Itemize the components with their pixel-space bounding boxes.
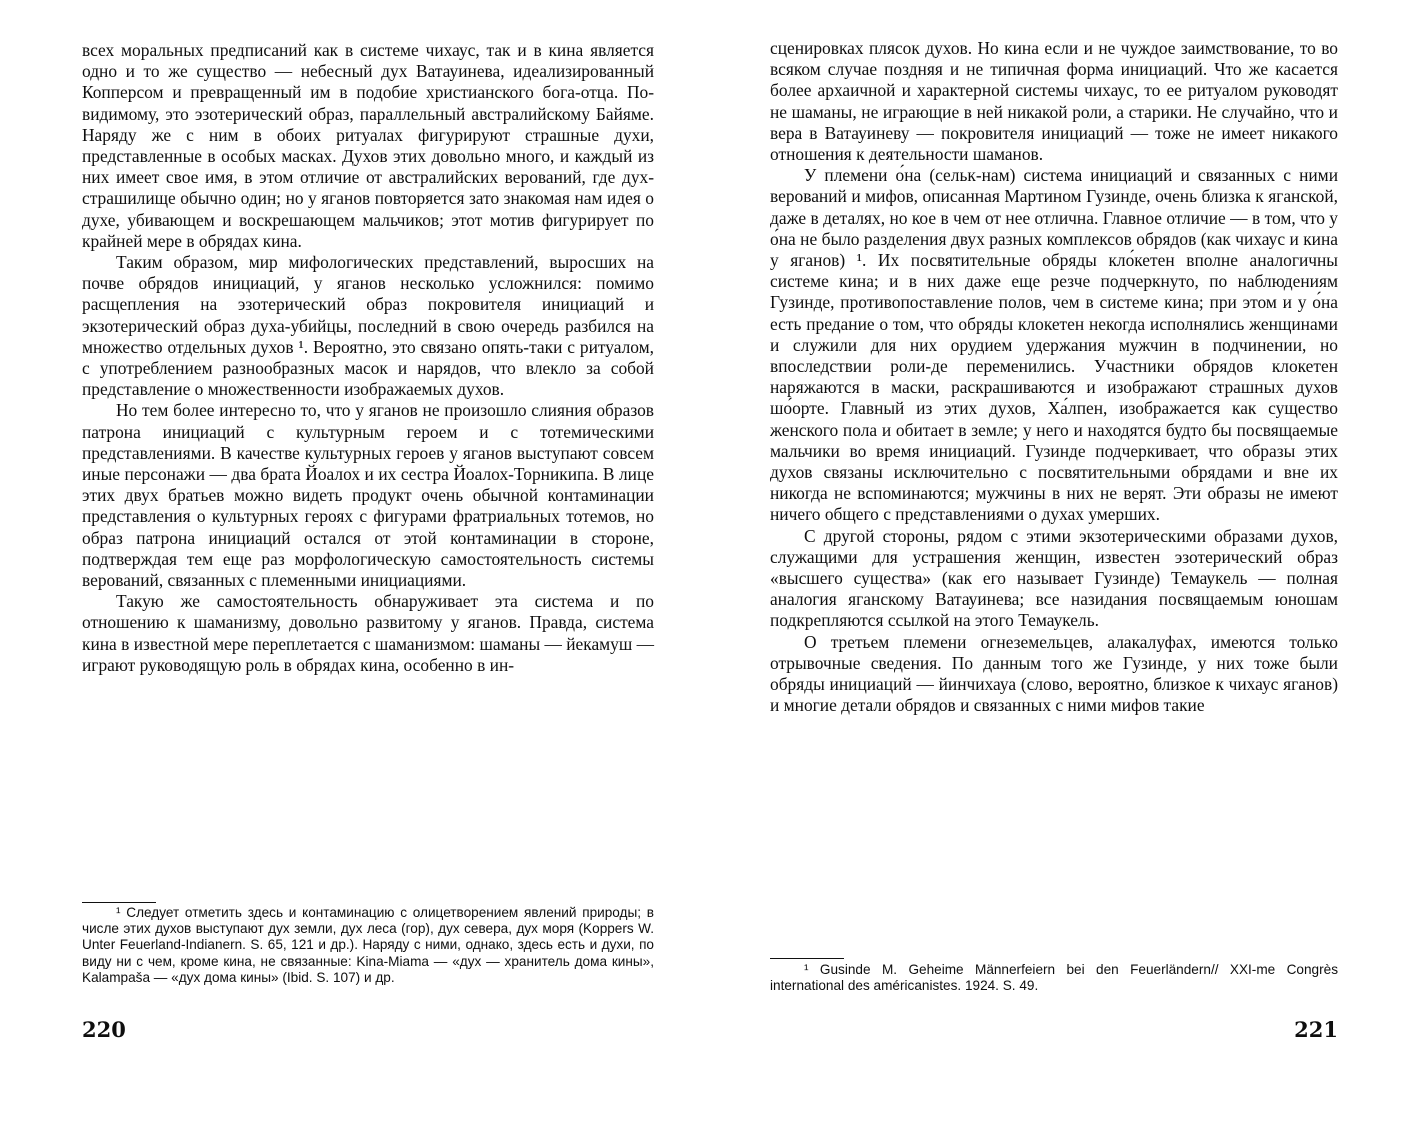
left-page-body	[82, 40, 654, 676]
footnote-rule	[770, 958, 844, 959]
footnote: ¹ Gusinde M. Geheime Männerfeiern bei den Feuerländern// XXI-me Congrès international des américanistes. 1924. S. 49.	[770, 962, 1338, 994]
footnotes	[82, 905, 654, 986]
paragraph: сценировках плясок духов. Но кина если и не чуждое заимствование, то во всяком случае поздняя и не типичная форма инициаций. Что же касается более архаичной и характерной системы чихаус, то ее ритуалом руководят не шаманы, не играющие в ней никакой роли, а старики. Не случайно, что и вера в Ватауиневу — покровителя инициаций — тоже не имеет никакого отношения к деятельности шаманов.	[770, 38, 1338, 165]
footnote: ¹ Следует отметить здесь и контаминацию с олицетворением явлений природы; в числе этих духов выступают дух земли, дух леса (гор), дух севера, дух моря (Koppers W. Unter Feuerland-Indianern. S. 65, 121 и др.). Наряду с ними, однако, здесь есть и духи, по виду ни с чем, кроме кина, не связанные: Kina-Miama — «дух — хранитель дома кины», Kalampaša — «дух дома кины» (Ibid. S. 107) и др.	[82, 905, 654, 985]
paragraph: С другой стороны, рядом с этими экзотерическими образами духов, служащими для устрашения женщин, известен эзотерический образ «высшего существа» (как его называет Гузинде) Темаукель — полная аналогия яганскому Ватауинева; все назидания посвящаемым юношам подкрепляются ссылкой на этого Темаукель.	[770, 525, 1338, 631]
footnote-rule	[82, 902, 156, 903]
paragraph: Но тем более интересно то, что у яганов не произошло слияния образов патрона инициаций с культурным героем и с тотемическими представлениями. В качестве культурных героев у яганов выступают совсем иные персонажи — два брата Йоалох и их сестра Йоалох-Торникипа. В лице этих двух братьев можно видеть продукт очень обычной контаминации представления о культурных героях с фигурами фратриальных тотемов, но образ патрона инициаций остался от этой контаминации в стороне, подтверждая тем еще раз морфологическую самостоятельность системы верований, связанных с племенными инициациями.	[82, 400, 654, 591]
footnotes	[770, 962, 1338, 994]
paragraph: Таким образом, мир мифологических представлений, выросших на почве обрядов инициаций, у яганов несколько усложнился: помимо расщепления на эзотерический образ покровителя инициаций и экзотерический образ духа-убийцы, последний в свою очередь разбился на множество отдельных духов ¹. Вероятно, это связано опять-таки с ритуалом, с употреблением разнообразных масок и нарядов, что влекло за собой представление о множественности изображаемых духов.	[82, 252, 654, 400]
paragraph: всех моральных предписаний как в системе чихаус, так и в кина является одно и то же существо — небесный дух Ватауинева, идеализированный Копперсом и превращенный им в подобие христианского бога-отца. По-видимому, это эзотерический образ, параллельный австралийскому Байяме. Наряду же с ним в обоих ритуалах фигурируют страшные духи, представленные в особых масках. Духов этих довольно много, и каждый из них имеет свое имя, в этом отличие от австралийских верований, где дух-страшилище обычно один; но у яганов повторяется зато знакомая нам идея о духе, убивающем и воскрешающем мальчиков; этот мотив фигурирует по крайней мере в обрядах кина.	[82, 40, 654, 251]
page-number: 220	[82, 1017, 126, 1042]
left-page	[82, 0, 654, 1131]
paragraph: У племени о́на (сельк-нам) система инициаций и связанных с ними верований и мифов, описанная Мартином Гузинде, очень близка к яганской, даже в деталях, но кое в чем от нее отлична. Главное отличие — в том, что у о́на не было разделения двух разных комплексов обрядов (как чихаус и кина у яганов) ¹. Их посвятительные обряды кло́кетен вполне аналогичны системе кина; и в них даже еще резче подчеркнуто, по наблюдениям Гузинде, противопоставление полов, чем в системе кина; при этом и у о́на есть предание о том, что обряды клокетен некогда исполнялись женщинами и служили для них орудием удержания мужчин в подчинении, но впоследствии роли-де переменились. Участники обрядов клокетен наряжаются в маски, раскрашиваются и изображают страшных духов шо́орте. Главный из этих духов, Ха́лпен, изображается как существо женского пола и обитает в земле; у него и находятся будто бы посвящаемые мальчики во время инициаций. Гузинде подчеркивает, что образы этих духов связаны исключительно с посвятительными обрядами и вне их никогда не вспоминаются; мужчины в них не верят. Эти образы не имеют ничего общего с представлениями о духах умерших.	[770, 165, 1338, 525]
right-page-body	[770, 38, 1338, 717]
right-page	[770, 0, 1338, 1131]
paragraph: Такую же самостоятельность обнаруживает эта система и по отношению к шаманизму, довольно развитому у яганов. Правда, система кина в известной мере переплетается с шаманизмом: шаманы — йекамуш — играют руководящую роль в обрядах кина, особенно в ин-	[82, 591, 654, 675]
page-number: 221	[1294, 1017, 1338, 1042]
paragraph: О третьем племени огнеземельцев, алакалуфах, имеются только отрывочные сведения. По данным того же Гузинде, у них тоже были обряды инициаций — йинчихауа (слово, вероятно, близкое к чихаус яганов) и многие детали обрядов и связанных с ними мифов такие	[770, 631, 1338, 716]
